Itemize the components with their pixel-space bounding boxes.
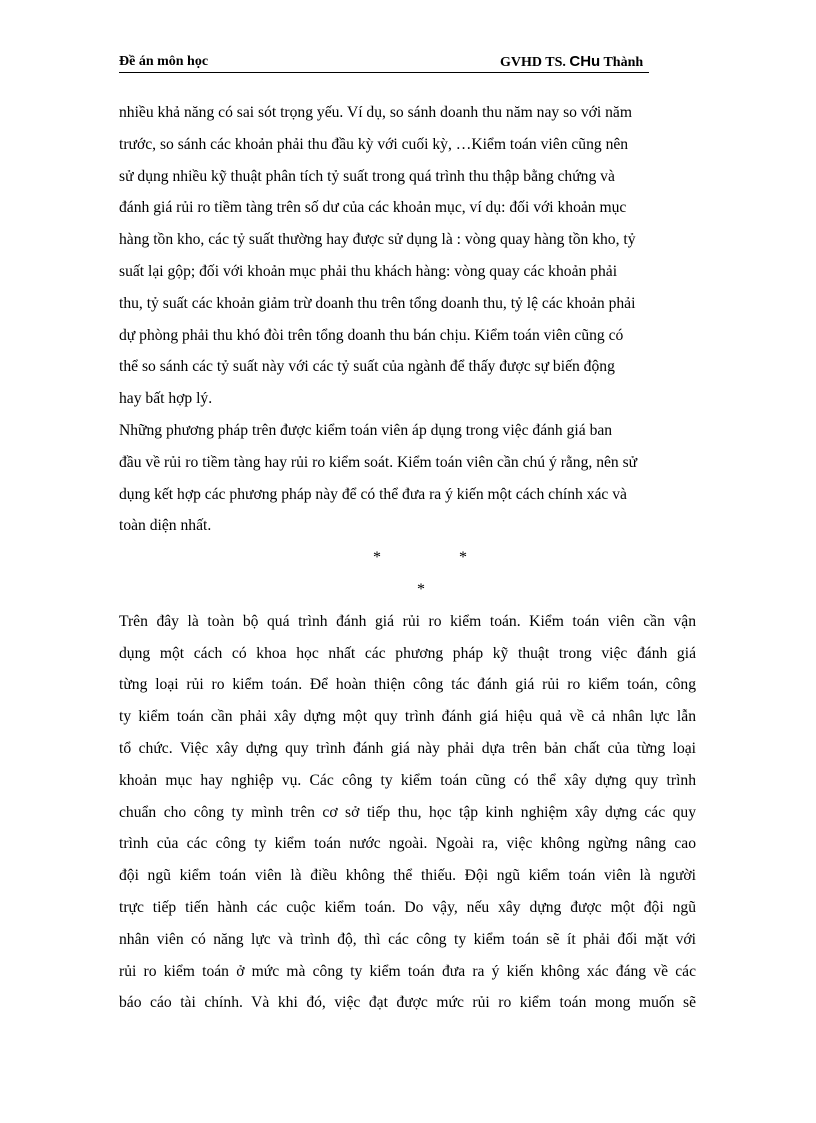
- text-line: ty kiểm toán cần phải xây dựng một quy trình đánh giá hiệu quả về cả nhân lực lẫn: [119, 708, 696, 726]
- text-line: rủi ro kiểm toán ở mức mà công ty kiểm toán đưa ra ý kiến không xác đáng về các: [119, 962, 696, 980]
- text-line: tổ chức. Việc xây dựng quy trình đánh giá này phải dựa trên bản chất của từng loại: [119, 739, 696, 757]
- text-line: hay bất hợp lý.: [119, 390, 213, 408]
- page-header: [119, 52, 649, 73]
- text-line: nhiều khả năng có sai sót trọng yếu. Ví dụ, so sánh doanh thu năm nay so với năm: [119, 104, 632, 121]
- text-line: trình của các công ty kiểm toán nước ngoài. Ngoài ra, việc không ngừng nâng cao: [119, 835, 696, 853]
- header-course-title: Đề án môn học: [119, 54, 209, 69]
- section-separator: [119, 542, 696, 606]
- text-line: Trên đây là toàn bộ quá trình đánh giá rủi ro kiểm toán. Kiểm toán viên cần vận: [119, 612, 696, 630]
- paragraph-conclusion: [119, 606, 696, 1019]
- text-line: thu, tỷ suất các khoản giảm trừ doanh thu trên tổng doanh thu, tỷ lệ các khoản phải: [119, 294, 636, 312]
- text-line: Những phương pháp trên được kiểm toán viên áp dụng trong việc đánh giá ban: [119, 421, 613, 439]
- text-line: khoản mục hay nghiệp vụ. Các công ty kiểm toán cũng có thể xây dựng quy trình: [119, 771, 696, 789]
- separator-star: *: [459, 549, 467, 567]
- text-line: báo cáo tài chính. Và khi đó, việc đạt được mức rủi ro kiểm toán mong muốn sẽ: [119, 994, 696, 1012]
- header-supervisor-suffix: Thành: [600, 55, 644, 70]
- header-supervisor: [500, 52, 643, 73]
- text-line: sử dụng nhiều kỹ thuật phân tích tỷ suất trong quá trình thu thập bằng chứng và: [119, 167, 615, 185]
- paragraph-analysis: [119, 97, 696, 415]
- header-supervisor-prefix: GVHD TS.: [500, 55, 570, 70]
- text-line: đánh giá rủi ro tiềm tàng trên số dư của các khoản mục, ví dụ: đối với khoản mục: [119, 199, 627, 217]
- document-body: [119, 97, 696, 1019]
- header-supervisor-initials: CHu: [569, 53, 601, 70]
- text-line: suất lại gộp; đối với khoản mục phải thu khách hàng: vòng quay các khoản phải: [119, 262, 618, 280]
- text-line: toàn diện nhất.: [119, 517, 212, 535]
- text-line: hàng tồn kho, các tỷ suất thường hay được sử dụng là : vòng quay hàng tồn kho, tỷ: [119, 231, 636, 249]
- text-line: trước, so sánh các khoản phải thu đầu kỳ với cuối kỳ, …Kiểm toán viên cũng nên: [119, 135, 629, 153]
- text-line: đầu về rủi ro tiềm tàng hay rủi ro kiểm soát. Kiểm toán viên cần chú ý rằng, nên sử: [119, 453, 638, 471]
- separator-star: *: [417, 580, 425, 598]
- text-line: dụng một cách có khoa học nhất các phương pháp kỹ thuật trong việc đánh giá: [119, 644, 696, 662]
- text-line: dự phòng phải thu khó đòi trên tổng doanh thu bán chịu. Kiểm toán viên cũng có: [119, 326, 624, 344]
- text-line: chuẩn cho công ty mình trên cơ sở tiếp thu, học tập kinh nghiệm xây dựng các quy: [119, 803, 696, 821]
- text-line: nhân viên có năng lực và trình độ, thì các công ty kiểm toán sẽ ít phải đối mặt với: [119, 930, 696, 948]
- text-line: từng loại rủi ro kiểm toán. Để hoàn thiện công tác đánh giá rủi ro kiểm toán, công: [119, 676, 696, 694]
- text-line: trực tiếp tiến hành các cuộc kiểm toán. Do vậy, nếu xây dựng được một đội ngũ: [119, 898, 696, 916]
- text-line: thể so sánh các tỷ suất này với các tỷ suất của ngành để thấy được sự biến động: [119, 358, 615, 376]
- separator-star: *: [373, 549, 381, 567]
- text-line: đội ngũ kiểm toán viên là điều không thể thiếu. Đội ngũ kiểm toán viên là người: [119, 867, 696, 885]
- paragraph-methods: [119, 415, 696, 542]
- text-line: dụng kết hợp các phương pháp này để có thể đưa ra ý kiến một cách chính xác và: [119, 485, 627, 503]
